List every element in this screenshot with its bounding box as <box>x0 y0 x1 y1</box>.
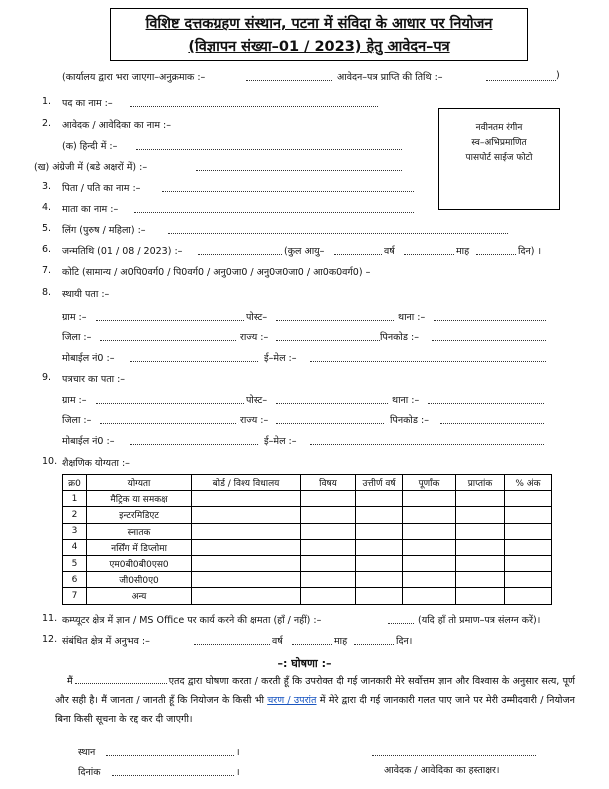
perm-pin-label: पिनकोड :– <box>380 332 419 343</box>
exp-month-field[interactable] <box>292 644 332 645</box>
row-serial: 6 <box>63 572 87 588</box>
name-label: आवेदक / आवेदिका का नाम :– <box>62 120 172 131</box>
signature-label: आवेदक / आवेदिका का हस्ताक्षर। <box>384 765 500 776</box>
col-board: बोर्ड / विश्य विधालय <box>192 475 301 491</box>
corr-village-label: ग्राम :– <box>62 395 87 406</box>
cell[interactable] <box>505 588 552 604</box>
declaration-title: –: घोषणा :– <box>277 657 332 670</box>
place-label: स्थान <box>78 747 96 758</box>
col-qualification: योग्यता <box>87 475 192 491</box>
cell[interactable] <box>456 588 505 604</box>
exp-day-label: दिन। <box>396 636 413 647</box>
gender-label: लिंग (पुरुष / महिला) :– <box>62 225 146 236</box>
name-hindi-label: (क) हिन्दी में :– <box>62 141 118 152</box>
age-year-field[interactable] <box>334 254 382 255</box>
row-serial: 5 <box>63 555 87 571</box>
cell[interactable] <box>456 523 505 539</box>
dob-num: 6. <box>42 244 52 255</box>
col-marks-obtained: प्राप्तांक <box>456 475 505 491</box>
office-serial-label: (कार्यालय द्वारा भरा जाएगा–अनुक्रमाक :– <box>62 72 206 83</box>
corr-village-field[interactable] <box>96 403 244 404</box>
computer-note: (यदि हाँ तो प्रमाण–पत्र संलग्न करें)। <box>418 615 541 626</box>
date-end: । <box>236 767 240 778</box>
cell[interactable] <box>356 572 403 588</box>
decl-name-field[interactable] <box>75 683 167 684</box>
row-qualification: इन्टरमिडिएट <box>87 507 192 523</box>
photo-line1: नवीनतम रंगीन <box>475 123 523 133</box>
qual-num: 10. <box>42 456 58 467</box>
cell[interactable] <box>356 523 403 539</box>
perm-email-field[interactable] <box>310 361 546 362</box>
photo-line3: पासपोर्ट साईज फोटो <box>465 153 533 163</box>
row-serial: 3 <box>63 523 87 539</box>
cell[interactable] <box>192 539 301 555</box>
cell[interactable] <box>356 555 403 571</box>
signature-field[interactable] <box>372 755 536 756</box>
cell[interactable] <box>192 491 301 507</box>
col-pass-year: उत्तीर्ण वर्ष <box>356 475 403 491</box>
qual-label: शैक्षणिक योग्यता :– <box>62 458 130 469</box>
cell[interactable] <box>456 539 505 555</box>
exp-year-field[interactable] <box>194 644 270 645</box>
permanent-label: स्थायी पता :– <box>62 289 110 300</box>
corr-state-field[interactable] <box>276 423 384 424</box>
cell[interactable] <box>505 491 552 507</box>
cell[interactable] <box>192 523 301 539</box>
declaration-text <box>55 672 575 729</box>
row-qualification: स्नातक <box>87 523 192 539</box>
corr-label: पत्रचार का पता :– <box>62 374 126 385</box>
place-end: । <box>236 747 240 758</box>
experience-num: 12. <box>42 634 58 645</box>
row-qualification: अन्य <box>87 588 192 604</box>
title-box <box>110 8 528 61</box>
perm-thana-label: थाना :– <box>398 312 426 323</box>
computer-label: कम्प्यूटर क्षेत्र में ज्ञान / MS Office पर कार्य करने की क्षमता (हाँ / नहीं) :– <box>62 615 322 626</box>
name-english-field[interactable] <box>196 170 402 171</box>
row-serial: 2 <box>63 507 87 523</box>
name-num: 2. <box>42 118 52 129</box>
corr-state-label: राज्य :– <box>240 415 269 426</box>
perm-pin-field[interactable] <box>432 340 546 341</box>
perm-district-label: जिला :– <box>62 332 92 343</box>
post-num: 1. <box>42 96 52 107</box>
perm-district-field[interactable] <box>100 340 236 341</box>
cell[interactable] <box>403 491 456 507</box>
corr-post-label: पोस्ट– <box>246 395 268 406</box>
cell[interactable] <box>505 572 552 588</box>
cell[interactable] <box>192 572 301 588</box>
exp-month-label: माह <box>334 636 348 647</box>
col-percent: % अंक <box>505 475 552 491</box>
corr-district-field[interactable] <box>100 423 236 424</box>
qualification-table <box>62 474 552 605</box>
col-serial: क्र0 <box>63 475 87 491</box>
corr-post-field[interactable] <box>276 403 388 404</box>
perm-post-field[interactable] <box>276 320 394 321</box>
cell[interactable] <box>356 507 403 523</box>
cell[interactable] <box>301 523 356 539</box>
table-row <box>63 572 552 588</box>
row-serial: 1 <box>63 491 87 507</box>
cell[interactable] <box>505 555 552 571</box>
receipt-date-label: आवेदन–पत्र प्राप्ति की तिथि :– <box>337 72 443 83</box>
corr-pin-field[interactable] <box>440 423 544 424</box>
form-title-line1: विशिष्ट दत्तकग्रहण संस्थान, पटना में संविदा के आधार पर नियोजन <box>145 16 493 32</box>
perm-state-field[interactable] <box>276 340 380 341</box>
cell[interactable] <box>301 572 356 588</box>
dob-age-label: (कुल आयु– <box>284 246 325 257</box>
category-num: 7. <box>42 265 52 276</box>
corr-num: 9. <box>42 372 52 383</box>
date-label: दिनांक <box>78 767 101 778</box>
table-row <box>63 491 552 507</box>
corr-thana-field[interactable] <box>428 403 544 404</box>
office-row-close: ) <box>556 70 560 81</box>
corr-email-field[interactable] <box>310 444 544 445</box>
age-month-field[interactable] <box>404 254 454 255</box>
cell[interactable] <box>505 507 552 523</box>
decl-text-1: एतद द्वारा घोषणा करता / करती हूँ कि उपरोक्त दी गई जानकारी मेरे सर्वोत्तम ज्ञान और विश्वास के अनुसार सत्य, पूर्ण और सही है। मैं जानता / जानती हूँ कि नियोजन के किसी भी <box>55 676 575 706</box>
table-row <box>63 555 552 571</box>
post-label: पद का नाम :– <box>62 98 113 109</box>
row-qualification: मैट्रिक या समकक्ष <box>87 491 192 507</box>
corr-email-label: ई–मेल :– <box>264 436 297 447</box>
receipt-date-field[interactable] <box>486 80 556 81</box>
father-field[interactable] <box>162 191 414 192</box>
dob-day-label: दिन) । <box>518 246 542 257</box>
row-serial: 7 <box>63 588 87 604</box>
decl-text-2: में मेरे द्वारा दी गई जानकारी गलत पाए जाने पर मेरी उम्मीदवारी / नियोजन बिना किसी सूचना के रद्द कर दी जाएगी। <box>55 695 575 725</box>
perm-email-label: ई–मेल :– <box>264 353 297 364</box>
row-qualification: एम0बी0बी0एस0 <box>87 555 192 571</box>
cell[interactable] <box>456 491 505 507</box>
decl-me: मैं <box>67 676 73 687</box>
office-serial-field[interactable] <box>246 80 332 81</box>
perm-mobile-field[interactable] <box>130 361 258 362</box>
experience-label: संबंधित क्षेत्र में अनुभव :– <box>62 636 150 647</box>
category-label: कोटि (सामान्य / अ0पि0वर्ग0 / पि0वर्ग0 / अनु0जा0 / अनु0ज0जा0 / आ0क0वर्ग0) – <box>62 267 371 278</box>
table-row <box>63 507 552 523</box>
cell[interactable] <box>505 523 552 539</box>
gender-num: 5. <box>42 223 52 234</box>
father-label: पिता / पति का नाम :– <box>62 183 141 194</box>
cell[interactable] <box>301 555 356 571</box>
row-serial: 4 <box>63 539 87 555</box>
photo-box[interactable] <box>438 108 560 210</box>
cell[interactable] <box>456 555 505 571</box>
perm-mobile-label: मोबाईल नं0 :– <box>62 353 115 364</box>
cell[interactable] <box>301 507 356 523</box>
cell[interactable] <box>192 588 301 604</box>
col-full-marks: पूर्णांक <box>403 475 456 491</box>
computer-field[interactable] <box>388 623 414 624</box>
cell[interactable] <box>301 491 356 507</box>
date-field[interactable] <box>112 775 234 776</box>
cell[interactable] <box>403 555 456 571</box>
col-subject: विषय <box>301 475 356 491</box>
table-row <box>63 588 552 604</box>
cell[interactable] <box>403 588 456 604</box>
cell[interactable] <box>403 507 456 523</box>
cell[interactable] <box>192 507 301 523</box>
cell[interactable] <box>356 588 403 604</box>
perm-village-field[interactable] <box>96 320 244 321</box>
row-qualification: जी0सी0ए0 <box>87 572 192 588</box>
mother-field[interactable] <box>134 212 414 213</box>
dob-label: जन्मतिथि (01 / 08 / 2023) :– <box>62 246 183 257</box>
dob-month-label: माह <box>456 246 470 257</box>
name-hindi-field[interactable] <box>136 149 402 150</box>
exp-year-label: वर्ष <box>272 636 283 647</box>
father-num: 3. <box>42 181 52 192</box>
cell[interactable] <box>403 572 456 588</box>
decl-highlight: चरण / उपरांत <box>267 695 317 706</box>
computer-num: 11. <box>42 613 58 624</box>
corr-pin-label: पिनकोड :– <box>390 415 429 426</box>
perm-post-label: पोस्ट– <box>246 312 268 323</box>
permanent-num: 8. <box>42 287 52 298</box>
corr-thana-label: थाना :– <box>392 395 420 406</box>
row-qualification: नर्सिंग में डिप्लोमा <box>87 539 192 555</box>
perm-village-label: ग्राम :– <box>62 312 87 323</box>
exp-day-field[interactable] <box>354 644 394 645</box>
photo-line2: स्व–अभिप्रमाणित <box>471 138 527 148</box>
cell[interactable] <box>456 572 505 588</box>
cell[interactable] <box>356 539 403 555</box>
table-row <box>63 539 552 555</box>
place-field[interactable] <box>106 755 234 756</box>
form-title-line2: (विज्ञापन संख्या–01 / 2023) हेतु आवेदन–पत्र <box>188 39 450 55</box>
cell[interactable] <box>192 555 301 571</box>
dob-field[interactable] <box>198 254 282 255</box>
cell[interactable] <box>356 491 403 507</box>
post-field[interactable] <box>130 106 378 107</box>
corr-mobile-label: मोबाईल नं0 :– <box>62 436 115 447</box>
table-row <box>63 523 552 539</box>
cell[interactable] <box>505 539 552 555</box>
age-day-field[interactable] <box>476 254 516 255</box>
perm-thana-field[interactable] <box>434 320 546 321</box>
gender-field[interactable] <box>168 233 508 234</box>
mother-num: 4. <box>42 202 52 213</box>
cell[interactable] <box>403 539 456 555</box>
perm-state-label: राज्य :– <box>240 332 269 343</box>
name-english-label: (ख) अंग्रेजी में (बडे अक्षरों में) :– <box>34 162 148 173</box>
cell[interactable] <box>403 523 456 539</box>
mother-label: माता का नाम :– <box>62 204 119 215</box>
table-header-row <box>63 475 552 491</box>
cell[interactable] <box>456 507 505 523</box>
corr-district-label: जिला :– <box>62 415 92 426</box>
cell[interactable] <box>301 539 356 555</box>
dob-year-label: वर्ष <box>384 246 395 257</box>
corr-mobile-field[interactable] <box>130 444 258 445</box>
cell[interactable] <box>301 588 356 604</box>
